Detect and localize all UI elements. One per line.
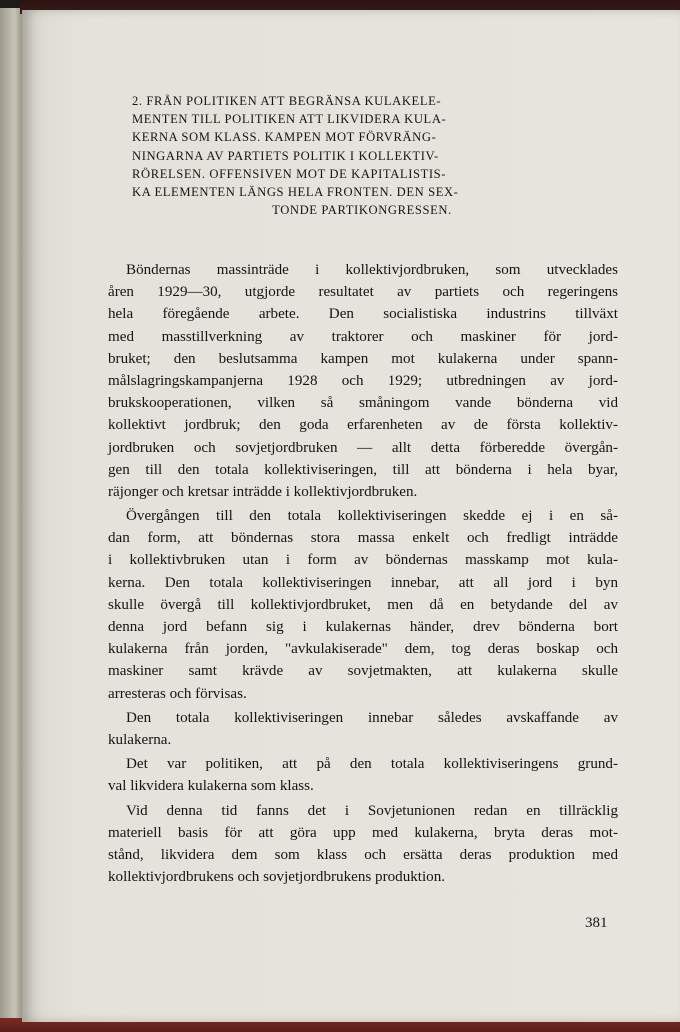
text-line: kulakerna från jorden, "avkulakiserade" dem, tog deras boskap och	[108, 641, 618, 658]
text-line: bruket; den beslutsamma kampen mot kulakerna under spann-	[108, 350, 618, 367]
heading-line: 2. FRÅN POLITIKEN ATT BEGRÄNSA KULAKELE-	[132, 94, 442, 108]
text-line: kollektivt jordbruk; den goda erfarenheten av de första kollektiv-	[108, 417, 618, 434]
text-line: denna jord befann sig i kulakernas händer, drev bönderna bort	[108, 619, 618, 635]
body-text	[108, 259, 618, 890]
paragraph	[108, 800, 618, 889]
paragraph	[108, 259, 618, 503]
heading-line: TONDE PARTIKONGRESSEN.	[272, 203, 452, 218]
paragraph	[108, 707, 618, 751]
text-line: hela föregående arbete. Den socialistiska industrins tillväxt	[108, 306, 618, 323]
text-line: jordbruken och sovjetjordbruken — allt detta förberedde övergån-	[108, 439, 618, 456]
text-line: stånd, likvidera dem som klass och ersätta deras produktion med	[108, 846, 618, 863]
heading-line: NINGARNA AV PARTIETS POLITIK I KOLLEKTIV-	[132, 148, 439, 163]
chapter-heading	[132, 92, 592, 219]
paragraph	[108, 505, 618, 705]
text-line: kerna. Den totala kollektiviseringen innebar, att all jord i byn	[108, 574, 618, 591]
heading-line: RÖRELSEN. OFFENSIVEN MOT DE KAPITALISTIS-	[132, 166, 447, 181]
text-line: Vid denna tid fanns det i Sovjetunionen redan en tillräcklig	[126, 802, 618, 819]
text-line: Övergången till den totala kollektiviseringen skedde ej i en så-	[126, 508, 618, 525]
text-line: maskiner samt krävde av sovjetmakten, att kulakerna skulle	[108, 663, 618, 680]
text-line: Den totala kollektiviseringen innebar således avskaffande av	[126, 709, 618, 726]
page-number: 381	[585, 915, 608, 931]
text-line: åren 1929—30, utgjorde resultatet av partiets och regeringens	[108, 284, 618, 301]
text-line: val likvidera kulakerna som klass.	[108, 778, 314, 795]
text-line: dan form, att böndernas stora massa enkelt och fredligt inträdde	[108, 530, 618, 547]
text-line: med masstillverkning av traktorer och maskiner för jord-	[108, 328, 618, 345]
text-line: brukskooperationen, vilken så småningom vande bönderna vid	[108, 395, 618, 412]
heading-line: KERNA SOM KLASS. KAMPEN MOT FÖRVRÄNG-	[132, 130, 437, 145]
text-line: i kollektivbruken utan i form av böndernas masskamp mot kula-	[108, 552, 618, 569]
text-line: arresteras och förvisas.	[108, 685, 247, 702]
text-line: Böndernas massinträde i kollektivjordbruken, som utvecklades	[126, 262, 618, 278]
text-line: skulle övergå till kollektivjordbruket, men då en betydande del av	[108, 596, 618, 613]
text-line: målslagringskampanjerna 1928 och 1929; utbredningen av jord-	[108, 372, 618, 389]
text-line: kollektivjordbrukens och sovjetjordbrukens produktion.	[108, 869, 446, 886]
book-page	[22, 10, 680, 1022]
text-line: materiell basis för att göra upp med kulakerna, bryta deras mot-	[108, 824, 618, 841]
text-line: räjonger och kretsar inträdde i kollektivjordbruken.	[108, 483, 418, 500]
previous-page-edge	[0, 8, 24, 1018]
text-line: kulakerna.	[108, 731, 172, 748]
text-line: gen till den totala kollektiviseringen, till att bönderna i hela byar,	[108, 461, 618, 478]
paragraph	[108, 753, 618, 797]
heading-line: MENTEN TILL POLITIKEN ATT LIKVIDERA KULA-	[132, 112, 447, 127]
heading-line: KA ELEMENTEN LÄNGS HELA FRONTEN. DEN SEX-	[132, 185, 459, 200]
text-line: Det var politiken, att på den totala kollektiviseringens grund-	[126, 756, 618, 773]
